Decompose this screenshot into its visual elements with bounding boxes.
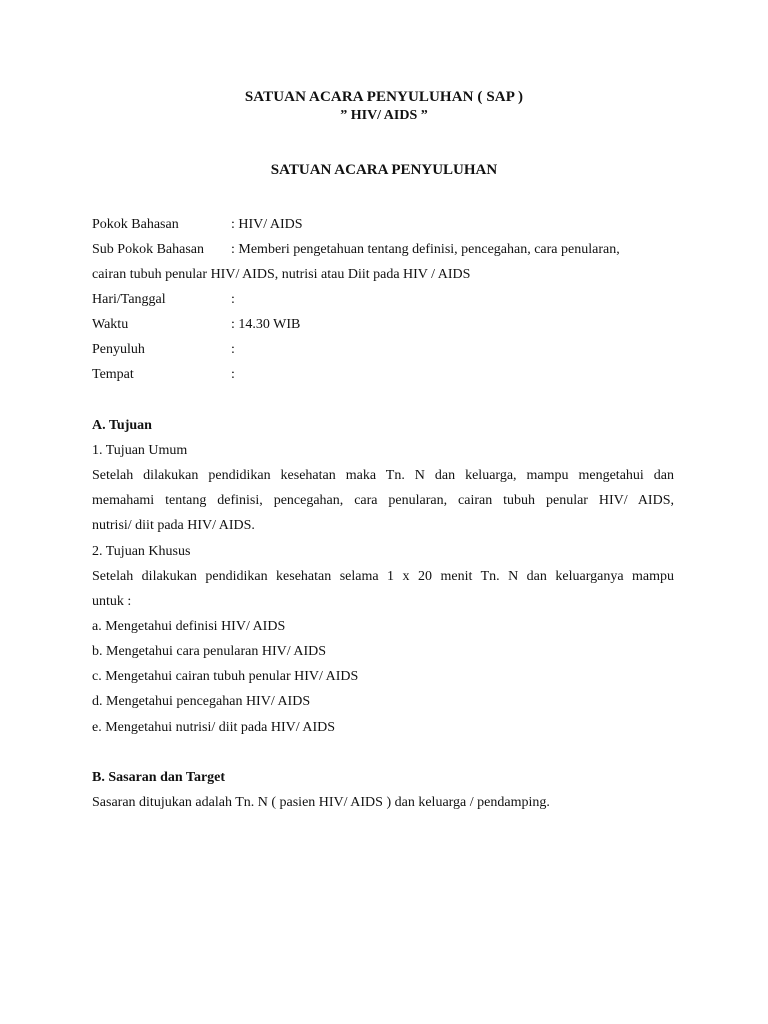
list-item: a. Mengetahui definisi HIV/ AIDS (92, 619, 286, 634)
info-value: : HIV/ AIDS (231, 217, 303, 232)
list-item: b. Mengetahui cara penularan HIV/ AIDS (92, 644, 327, 659)
list-item: d. Mengetahui pencegahan HIV/ AIDS (92, 694, 311, 709)
section-b-heading: B. Sasaran dan Target (92, 770, 226, 785)
info-row-sub-pokok-bahasan (92, 241, 674, 259)
info-value: : (231, 292, 235, 307)
list-item: c. Mengetahui cairan tubuh penular HIV/ AIDS (92, 669, 359, 684)
tujuan-khusus-heading: 2. Tujuan Khusus (92, 544, 191, 559)
info-row-sub-pokok-continuation: cairan tubuh penular HIV/ AIDS, nutrisi atau Diit pada HIV / AIDS (92, 267, 471, 282)
list-item: e. Mengetahui nutrisi/ diit pada HIV/ AIDS (92, 720, 336, 735)
document-title: SATUAN ACARA PENYULUHAN ( SAP ) (244, 89, 524, 105)
info-value: : 14.30 WIB (231, 317, 301, 332)
tujuan-umum-text-line-1: Setelah dilakukan pendidikan kesehatan maka Tn. N dan keluarga, mampu mengetahui dan (92, 468, 674, 483)
info-label: Sub Pokok Bahasan (92, 242, 204, 257)
section-b-text: Sasaran ditujukan adalah Tn. N ( pasien HIV/ AIDS ) dan keluarga / pendamping. (92, 795, 550, 810)
info-value: : Memberi pengetahuan tentang definisi, pencegahan, cara penularan, (231, 242, 620, 257)
section-a-heading: A. Tujuan (92, 418, 152, 433)
info-row-waktu (92, 316, 674, 334)
section-title: SATUAN ACARA PENYULUHAN (270, 162, 498, 178)
info-row-hari-tanggal (92, 291, 674, 309)
info-label: Waktu (92, 317, 129, 332)
info-label: Hari/Tanggal (92, 292, 166, 307)
info-label: Pokok Bahasan (92, 217, 179, 232)
tujuan-umum-text-line-2: memahami tentang definisi, pencegahan, cara penularan, cairan tubuh penular HIV/ AIDS, (92, 493, 674, 508)
info-row-tempat (92, 366, 674, 384)
info-row-pokok-bahasan (92, 216, 674, 234)
tujuan-khusus-text-line-2: untuk : (92, 594, 132, 609)
document-subtitle: ” HIV/ AIDS ” (340, 108, 428, 123)
tujuan-umum-text-line-3: nutrisi/ diit pada HIV/ AIDS. (92, 518, 255, 533)
info-label: Tempat (92, 367, 134, 382)
tujuan-umum-heading: 1. Tujuan Umum (92, 443, 188, 458)
tujuan-khusus-text-line-1: Setelah dilakukan pendidikan kesehatan selama 1 x 20 menit Tn. N dan keluarganya mampu (92, 569, 674, 584)
info-value: : (231, 342, 235, 357)
info-label: Penyuluh (92, 342, 145, 357)
info-value: : (231, 367, 235, 382)
info-row-penyuluh (92, 341, 674, 359)
